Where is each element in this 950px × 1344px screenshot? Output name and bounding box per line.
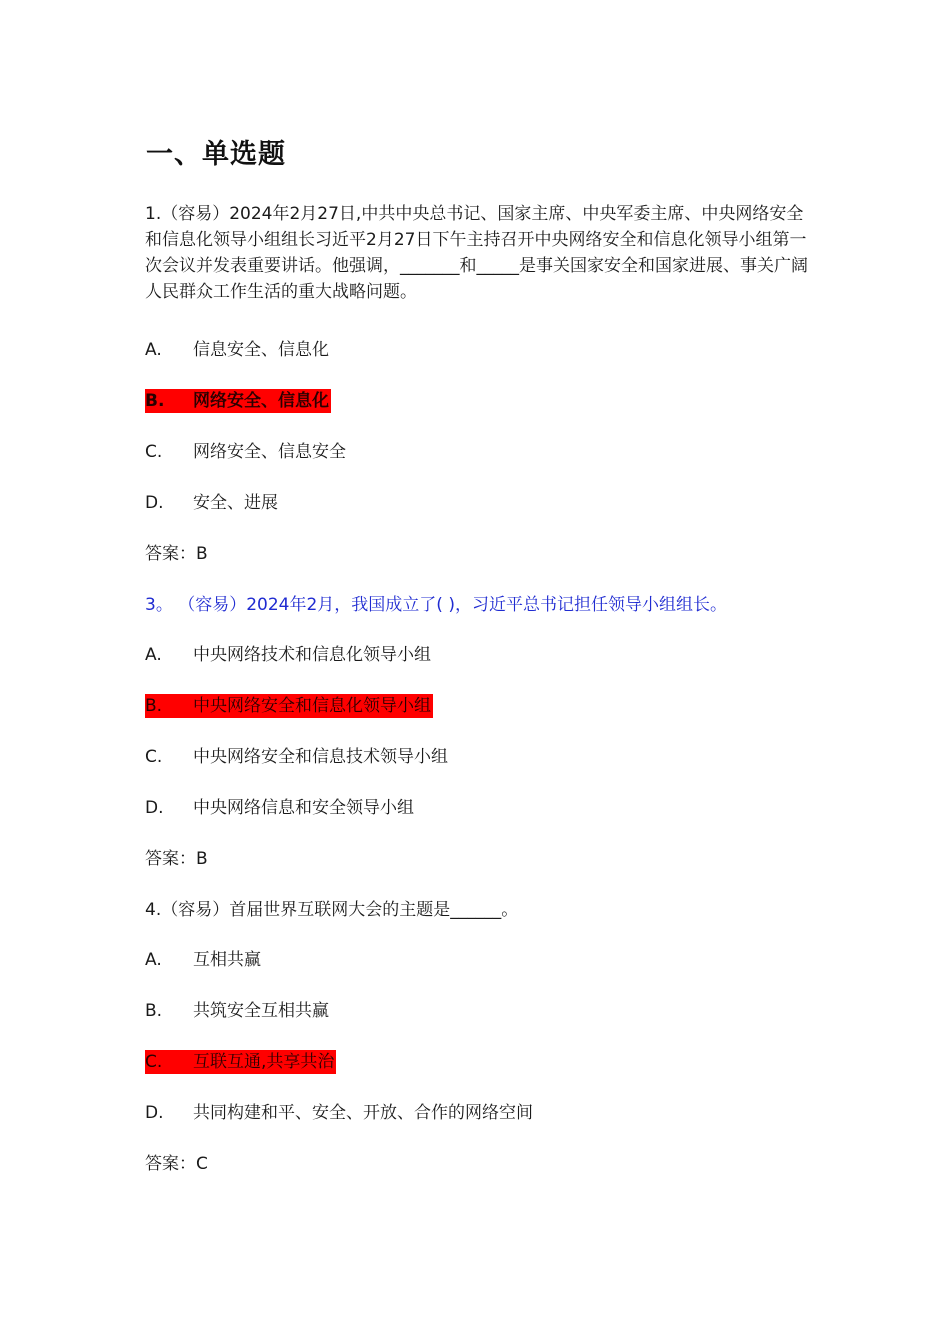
- question-4-text: 4.（容易）首届世界互联网大会的主题是______。: [145, 900, 519, 920]
- option-letter: C.: [145, 747, 163, 767]
- question-3-option-d: [145, 796, 414, 820]
- option-letter: A.: [145, 950, 162, 970]
- question-3-option-b-highlighted: [145, 694, 433, 718]
- option-text: 互相共赢: [193, 950, 261, 970]
- option-text: 中央网络安全和信息化领导小组: [193, 696, 431, 716]
- question-1-option-b-highlighted: [145, 389, 331, 413]
- question-1-answer: 答案：B: [145, 544, 208, 564]
- option-letter: B.: [145, 1001, 163, 1021]
- question-1-option-c: [145, 440, 346, 464]
- question-1-text: 1.（容易）2024年2月27日,中共中央总书记、国家主席、中央军委主席、中央网络安全和信息化领导小组组长习近平2月27日下午主持召开中央网络安全和信息化领导小组第一次会议并发表重要讲话。他强调，_______和_____是事关国家安全和国家进展、事关广阔人民群众工作生活的重大战略问题。: [145, 204, 808, 302]
- option-text: 中央网络安全和信息技术领导小组: [193, 747, 448, 767]
- question-1-option-d: [145, 491, 278, 515]
- option-letter: B.: [145, 391, 165, 411]
- option-text: 互联互通,共享共治: [193, 1052, 335, 1072]
- question-4-answer: 答案：C: [145, 1154, 208, 1174]
- question-3-text: 3。 （容易）2024年2月，我国成立了( )，习近平总书记担任领导小组组长。: [145, 595, 727, 615]
- option-text: 中央网络技术和信息化领导小组: [193, 645, 431, 665]
- option-text: 网络安全、信息安全: [193, 442, 346, 462]
- option-letter: C.: [145, 1052, 163, 1072]
- question-3-answer: 答案：B: [145, 849, 208, 869]
- question-1-option-a: [145, 338, 329, 362]
- question-3-option-a: [145, 643, 431, 667]
- section-title: 一、单选题: [146, 139, 286, 170]
- question-3-option-c: [145, 745, 448, 769]
- option-text: 共同构建和平、安全、开放、合作的网络空间: [193, 1103, 533, 1123]
- option-letter: D.: [145, 493, 164, 513]
- option-letter: D.: [145, 798, 164, 818]
- option-text: 中央网络信息和安全领导小组: [193, 798, 414, 818]
- option-text: 网络安全、信息化: [193, 391, 329, 411]
- option-letter: A.: [145, 645, 162, 665]
- question-4-option-c-highlighted: [145, 1050, 336, 1074]
- question-4-option-a: [145, 948, 261, 972]
- option-text: 安全、进展: [193, 493, 278, 513]
- option-letter: D.: [145, 1103, 164, 1123]
- question-4-option-b: [145, 999, 329, 1023]
- option-letter: C.: [145, 442, 163, 462]
- option-text: 信息安全、信息化: [193, 340, 329, 360]
- question-4-option-d: [145, 1101, 533, 1125]
- option-text: 共筑安全互相共赢: [193, 1001, 329, 1021]
- option-letter: B.: [145, 696, 163, 716]
- option-letter: A.: [145, 340, 162, 360]
